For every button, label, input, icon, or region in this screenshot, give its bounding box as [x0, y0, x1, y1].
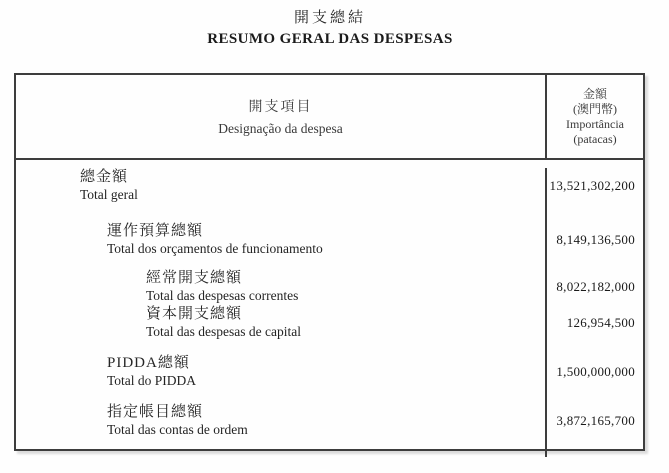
- header-designation-pt: Designação da despesa: [218, 121, 343, 136]
- row-label-zh: 資本開支總額: [146, 306, 243, 322]
- expenses-summary-table: [14, 73, 645, 451]
- row-label-zh: 總金額: [80, 169, 129, 185]
- table-row-despesas-capital: [16, 305, 643, 341]
- row-description: [16, 269, 545, 305]
- header-amount-cell: [545, 75, 643, 158]
- table-row-pidda: [16, 354, 643, 390]
- row-amount: 3,872,165,700: [556, 413, 635, 428]
- row-description: [16, 305, 545, 341]
- row-amount: 126,954,500: [566, 315, 635, 330]
- row-label-pt: Total das despesas de capital: [146, 324, 301, 339]
- document-title-block: [0, 6, 660, 48]
- table-row-total-geral: [16, 168, 643, 204]
- header-amount-line-pt: Importância: [566, 116, 624, 131]
- table-row-despesas-correntes: [16, 269, 643, 305]
- row-label-zh: 經常開支總額: [146, 270, 243, 286]
- row-label-pt: Total do PIDDA: [107, 373, 197, 388]
- header-designation-zh: 開支項目: [248, 100, 313, 115]
- header-amount-line-currency-zh: (澳門幣): [573, 101, 617, 116]
- table-row-orcamentos-funcionamento: [16, 222, 643, 258]
- row-description: [16, 354, 545, 390]
- row-label-pt: Total das despesas correntes: [146, 288, 299, 303]
- row-label-pt: Total dos orçamentos de funcionamento: [107, 241, 323, 256]
- header-amount-line-zh: 金額: [582, 86, 607, 101]
- table-header-row: [16, 75, 643, 160]
- row-amount: 8,022,182,000: [556, 279, 635, 294]
- header-designation-cell: [16, 75, 545, 158]
- row-label-zh: 指定帳目總額: [107, 404, 204, 420]
- row-amount: 13,521,302,200: [549, 178, 635, 193]
- table-row-contas-de-ordem: [16, 403, 643, 439]
- row-amount: 8,149,136,500: [556, 232, 635, 247]
- row-label-zh: 運作預算總額: [107, 223, 204, 239]
- row-label-pt: Total geral: [80, 187, 138, 202]
- page-title-chinese: 開支總結: [293, 10, 366, 26]
- row-description: [16, 168, 545, 204]
- row-description: [16, 222, 545, 258]
- header-amount-line-currency-pt: (patacas): [573, 131, 617, 146]
- page-title-portuguese: RESUMO GERAL DAS DESPESAS: [207, 31, 453, 47]
- row-label-zh: PIDDA總額: [107, 355, 190, 371]
- row-amount: 1,500,000,000: [556, 364, 635, 379]
- column-divider-line: [545, 168, 547, 457]
- row-label-pt: Total das contas de ordem: [107, 422, 248, 437]
- row-description: [16, 403, 545, 439]
- table-body: [16, 168, 643, 457]
